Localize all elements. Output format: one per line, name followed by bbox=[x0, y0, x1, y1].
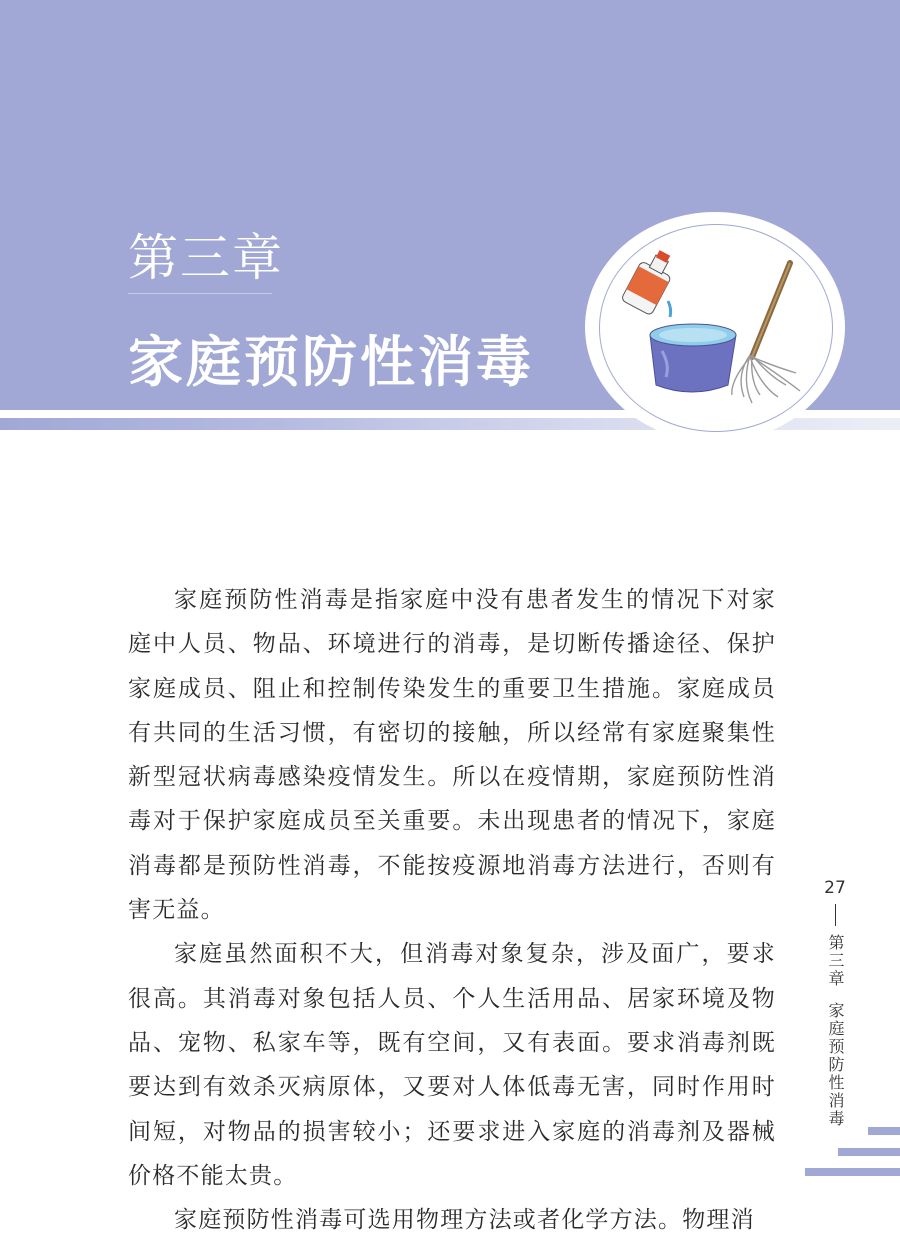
chapter-rule bbox=[128, 293, 272, 294]
side-running-title bbox=[826, 934, 844, 1128]
disinfection-bucket-mop-icon bbox=[599, 224, 833, 432]
body-text bbox=[128, 578, 776, 1242]
side-divider bbox=[835, 904, 836, 926]
chapter-title: 家庭预防性消毒 bbox=[128, 330, 535, 394]
side-chapter: 第三章 bbox=[826, 934, 845, 988]
deco-bar-3 bbox=[805, 1168, 900, 1176]
page-number: 27 bbox=[824, 878, 846, 898]
deco-bar-2 bbox=[838, 1148, 900, 1156]
paragraph-3: 家庭预防性消毒可选用物理方法或者化学方法。物理消 bbox=[174, 1207, 755, 1234]
deco-bar-1 bbox=[868, 1127, 900, 1135]
paragraph-1: 家庭预防性消毒是指家庭中没有患者发生的情况下对家庭中人员、物品、环境进行的消毒，是切断传播途径、保护家庭成员、阻止和控制传染发生的重要卫生措施。家庭成员有共同的生活习惯，有密切的接触，所以经常有家庭聚集性新型冠状病毒感染疫情发生。所以在疫情期，家庭预防性消毒对于保护家庭成员至关重要。未出现患者的情况下，家庭消毒都是预防性消毒，不能按疫源地消毒方法进行，否则有害无益。 bbox=[128, 587, 776, 924]
side-tab bbox=[818, 878, 852, 1128]
side-title: 家庭预防性消毒 bbox=[826, 1002, 845, 1128]
chapter-label: 第三章 bbox=[128, 229, 284, 287]
paragraph-2: 家庭虽然面积不大，但消毒对象复杂，涉及面广，要求很高。其消毒对象包括人员、个人生活用品、居家环境及物品、宠物、私家车等，既有空间，又有表面。要求消毒剂既要达到有效杀灭病原体，又要对人体低毒无害，同时作用时间短，对物品的损害较小；还要求进入家庭的消毒剂及器械价格不能太贵。 bbox=[128, 941, 776, 1189]
